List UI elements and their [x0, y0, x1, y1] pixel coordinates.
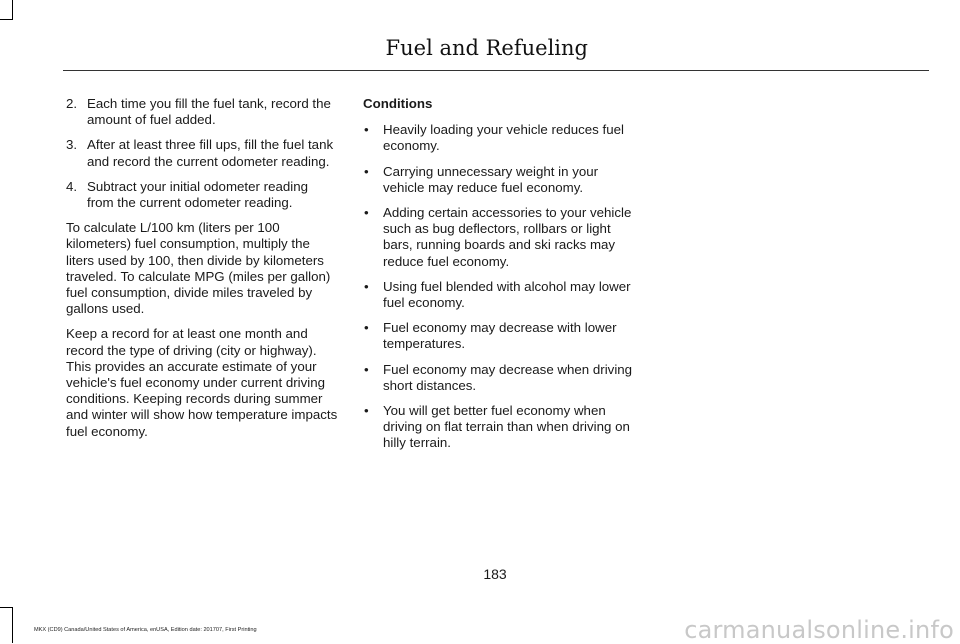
crop-mark-top-left-v: [12, 0, 13, 20]
bullet-icon: •: [364, 361, 369, 377]
crop-mark-top-left-h: [0, 19, 13, 20]
steps-list: [66, 96, 338, 211]
step-number: 4.: [66, 178, 78, 194]
bullet-icon: •: [364, 163, 369, 179]
list-item: [66, 179, 338, 211]
watermark-logo: carmanualsonline.info: [684, 616, 954, 644]
header-rule: [63, 70, 929, 71]
list-item: [363, 205, 635, 270]
step-text: Each time you fill the fuel tank, record the amount of fuel added.: [87, 96, 331, 128]
list-item: [363, 279, 635, 311]
bullet-text: Using fuel blended with alcohol may lower fuel economy.: [383, 278, 631, 311]
bullet-icon: •: [364, 403, 369, 419]
step-text: After at least three fill ups, fill the fuel tank and record the current odometer reading.: [87, 137, 334, 169]
paragraph-calculation: To calculate L/100 km (liters per 100 kilometers) fuel consumption, multiply the liters used by 100, then divide by kilometers traveled. To calculate MPG (miles per gallon) fuel consumption, divide miles traveled by gallons used.: [66, 220, 331, 317]
conditions-heading: Conditions: [363, 96, 433, 111]
conditions-list: [363, 122, 635, 451]
bullet-text: Adding certain accessories to your vehicle such as bug deflectors, rollbars or light bars, running boards and ski racks may reduce fuel economy.: [383, 205, 632, 269]
bullet-text: Fuel economy may decrease with lower temperatures.: [383, 320, 617, 352]
list-item: [363, 320, 635, 352]
page-number: 183: [483, 566, 507, 582]
bullet-text: You will get better fuel economy when driving on flat terrain than when driving on hilly terrain.: [383, 403, 630, 451]
step-number: 3.: [66, 137, 78, 153]
bullet-icon: •: [364, 205, 369, 221]
step-text: Subtract your initial odometer reading from the current odometer reading.: [87, 178, 308, 211]
crop-mark-bottom-left-v: [12, 607, 13, 643]
bullet-icon: •: [364, 320, 369, 336]
left-column: [66, 96, 338, 449]
page-section-title: Fuel and Refueling: [385, 36, 588, 60]
list-item: [66, 96, 338, 128]
bullet-icon: •: [364, 122, 369, 138]
paragraph-record-keeping: Keep a record for at least one month and record the type of driving (city or highway). This provides an accurate estimate of your vehicle's fuel economy under current driving conditions. Keeping records during summer and winter will show how temperature impacts fuel economy.: [66, 326, 338, 439]
bullet-text: Fuel economy may decrease when driving short distances.: [383, 361, 633, 393]
crop-mark-bottom-left-h: [0, 607, 13, 608]
list-item: [363, 164, 635, 196]
list-item: [363, 403, 635, 452]
footer-edition-info: MKX (CD9) Canada/United States of America, enUSA, Edition date: 201707, First Printing: [34, 627, 257, 633]
bullet-icon: •: [364, 278, 369, 294]
list-item: [363, 362, 635, 394]
step-number: 2.: [66, 96, 78, 111]
bullet-text: Heavily loading your vehicle reduces fuel economy.: [383, 122, 624, 154]
list-item: [66, 137, 338, 169]
right-column: [363, 96, 635, 461]
bullet-text: Carrying unnecessary weight in your vehicle may reduce fuel economy.: [383, 163, 599, 195]
list-item: [363, 122, 635, 154]
